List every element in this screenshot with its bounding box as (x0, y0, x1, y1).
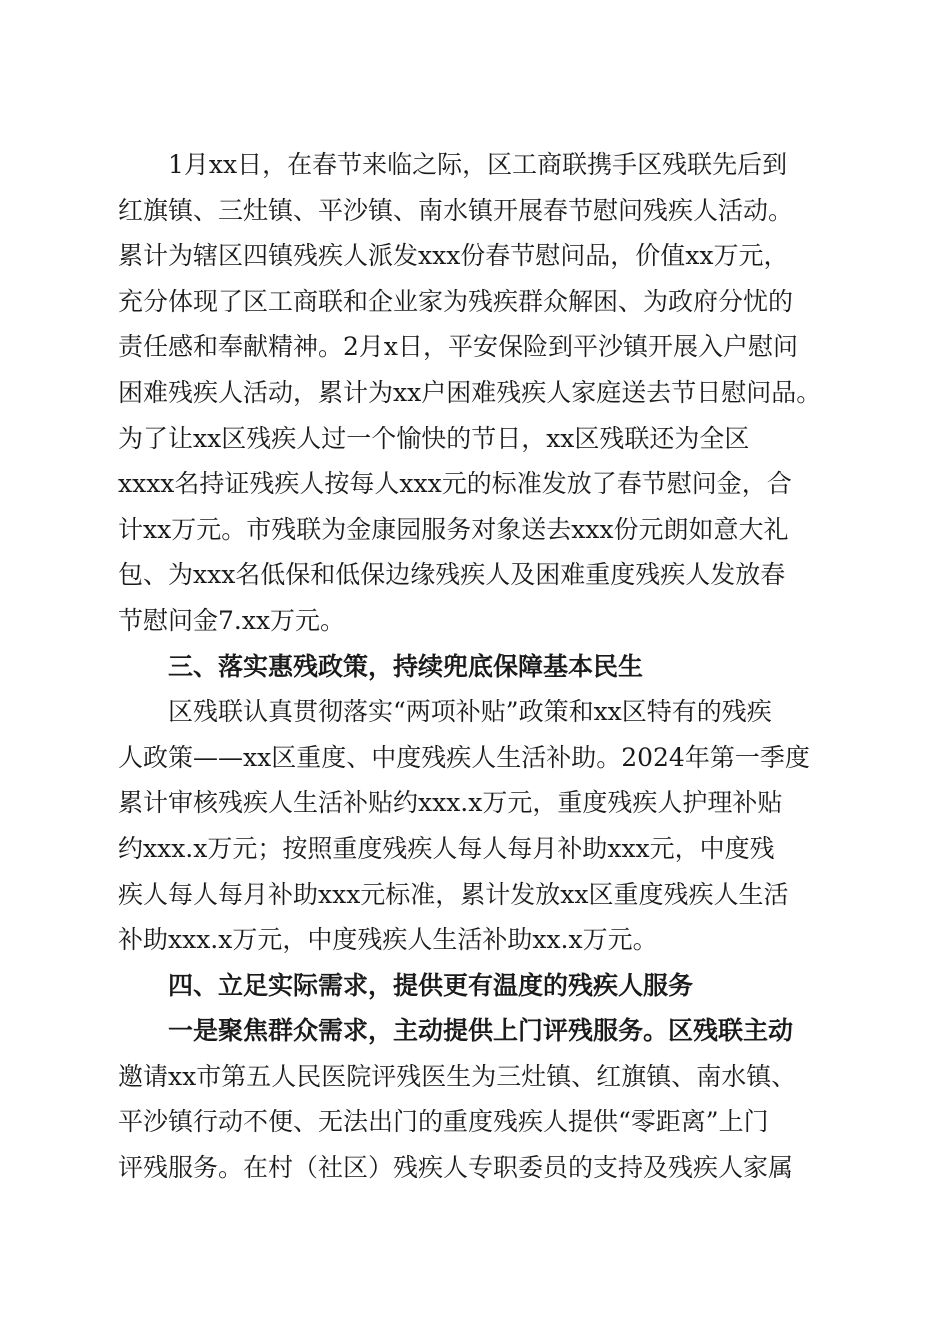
paragraph-line: 累计审核残疾人生活补贴约xxx.x万元，重度残疾人护理补贴 (118, 788, 783, 818)
paragraph-line: 疾人每人每月补助xxx元标准，累计发放xx区重度残疾人生活 (118, 879, 789, 909)
paragraph-line: 节慰问金7.xx万元。 (118, 605, 346, 635)
paragraph-line: 计xx万元。市残联为金康园服务对象送去xxx份元朗如意大礼 (118, 514, 789, 544)
paragraph-line: 人政策——xx区重度、中度残疾人生活补助。2024年第一季度 (118, 742, 810, 772)
lead-sentence-line: 一是聚焦群众需求，主动提供上门评残服务。区残联主动 (118, 1016, 794, 1046)
paragraph-line: 评残服务。在村（社区）残疾人专职委员的支持及残疾人家属 (118, 1153, 794, 1183)
paragraph-line: 累计为辖区四镇残疾人派发xxx份春节慰问品，价值xx万元， (118, 241, 789, 271)
paragraph-line: xxxx名持证残疾人按每人xxx元的标准发放了春节慰问金，合 (118, 469, 792, 499)
paragraph-line: 补助xxx.x万元，中度残疾人生活补助xx.x万元。 (118, 925, 658, 955)
paragraph-line: 充分体现了区工商联和企业家为残疾群众解困、为政府分忧的 (118, 286, 794, 316)
paragraph-line: 困难残疾人活动，累计为xx户困难残疾人家庭送去节日慰问品。 (118, 377, 822, 407)
paragraph-line: 为了让xx区残疾人过一个愉快的节日，xx区残联还为全区 (118, 423, 750, 453)
paragraph-line: 1月xx日，在春节来临之际，区工商联携手区残联先后到 (118, 150, 788, 179)
document-body (118, 142, 836, 1191)
paragraph-line: 平沙镇行动不便、无法出门的重度残疾人提供“零距离”上门 (118, 1107, 769, 1137)
paragraph-line: 责任感和奉献精神。2月x日，平安保险到平沙镇开展入户慰问 (118, 332, 799, 362)
section-heading-four: 四、立足实际需求，提供更有温度的残疾人服务 (118, 970, 694, 1000)
section-heading-three: 三、落实惠残政策，持续兜底保障基本民生 (118, 651, 644, 681)
paragraph-line: 包、为xxx名低保和低保边缘残疾人及困难重度残疾人发放春 (118, 560, 786, 590)
paragraph-line: 区残联认真贯彻落实“两项补贴”政策和xx区特有的残疾 (118, 697, 772, 727)
paragraph-line: 邀请xx市第五人民医院评残医生为三灶镇、红旗镇、南水镇、 (118, 1061, 797, 1091)
paragraph-line: 约xxx.x万元；按照重度残疾人每人每月补助xxx元，中度残 (118, 833, 775, 863)
paragraph-line: 红旗镇、三灶镇、平沙镇、南水镇开展春节慰问残疾人活动。 (118, 195, 794, 225)
